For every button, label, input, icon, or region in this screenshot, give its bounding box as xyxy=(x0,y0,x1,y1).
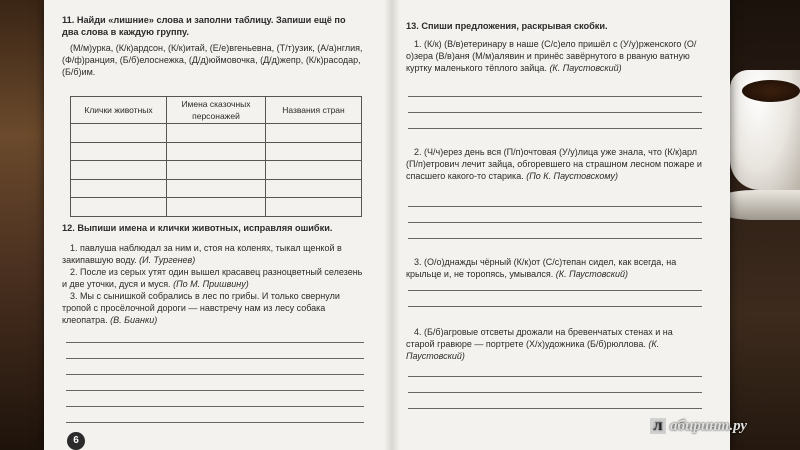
task-13-item-4-text: 4. (Б/б)агровые отсветы дрожали на бревенчатых стенах и на старой гравюре — портрете (Х/х)удожника (Б/б)рюллова. xyxy=(406,327,673,349)
table-row xyxy=(71,124,362,143)
table-cell[interactable] xyxy=(265,124,361,143)
table-cell[interactable] xyxy=(167,124,266,143)
task-13-item-1-author: (К. Паустовский) xyxy=(549,63,622,73)
answer-line[interactable] xyxy=(408,112,702,113)
answer-line[interactable] xyxy=(66,374,364,375)
answer-line[interactable] xyxy=(408,392,702,393)
answer-line[interactable] xyxy=(408,238,702,239)
task-12-item-3-text: 3. Мы с сынишкой собрались в лес по грибы. И только свернули тропой с просёлочной дороги — навстречу нам из лесу собака клеопатра. xyxy=(62,291,340,325)
table-cell[interactable] xyxy=(71,161,167,180)
answer-line[interactable] xyxy=(408,306,702,307)
task-13-title: 13. Спиши предложения, раскрывая скобки. xyxy=(406,21,608,31)
task-13-item-3-text: 3. (О/о)днажды чёрный (К/к)от (С/с)тепан сидел, как всегда, на крыльце и, не торопясь, умывался. xyxy=(406,257,677,279)
table-cell[interactable] xyxy=(71,179,167,198)
answer-line[interactable] xyxy=(408,408,702,409)
task-11-words: (М/м)урка, (К/к)ардсон, (К/к)итай, (Е/е)вгеньевна, (Т/т)узик, (А/а)нглия, (Ф/ф)ранция, (Б/б)елоснежка, (Д/д)юймовочка, (Д/д)жепр, (К/к)расодар, (Б/б)им. xyxy=(62,43,363,77)
table-header-countries: Названия стран xyxy=(265,97,361,124)
table-cell[interactable] xyxy=(265,142,361,161)
task-13-item-1 xyxy=(406,38,702,74)
task-13-item-2-author: (По К. Паустовскому) xyxy=(526,171,618,181)
table-cell[interactable] xyxy=(71,124,167,143)
page-number: 6 xyxy=(67,432,85,450)
task-12-item-2 xyxy=(62,266,364,290)
book-gutter xyxy=(384,0,400,450)
task-13-item-1-text: 1. (К/к) (В/в)етеринару в наше (С/с)ело пришёл с (У/у)рженского (О/о)зера (В/в)аня (М/м)алявин и принёс завёрнутого в рваную ватную куртку маленького тёплого зайца. xyxy=(406,39,697,73)
labirint-watermark xyxy=(650,418,747,435)
table-cell[interactable] xyxy=(265,198,361,217)
answer-line[interactable] xyxy=(66,342,364,343)
answer-line[interactable] xyxy=(408,376,702,377)
task-13-item-3 xyxy=(406,256,702,280)
task-12-item-1-text: 1. павлуша наблюдал за ним и, стоя на коленях, тыкал щенкой в закипавшую воду. xyxy=(62,243,342,265)
answer-line[interactable] xyxy=(408,206,702,207)
table-cell[interactable] xyxy=(71,142,167,161)
answer-line[interactable] xyxy=(66,358,364,359)
task-11-title: 11. Найди «лишние» слова и заполни таблицу. Запиши ещё по два слова в каждую группу. xyxy=(62,15,346,37)
table-cell[interactable] xyxy=(71,198,167,217)
task-12-item-2-author: (По М. Пришвину) xyxy=(173,279,249,289)
answer-line[interactable] xyxy=(408,222,702,223)
table-row xyxy=(71,161,362,180)
table-row xyxy=(71,179,362,198)
task-12-item-2-text: 2. После из серых утят один вышел красавец разноцветный селезень и две уточки, дуся и муся. xyxy=(62,267,363,289)
table-cell[interactable] xyxy=(167,161,266,180)
labirint-logo-icon: Л xyxy=(650,418,666,434)
right-page xyxy=(406,0,716,450)
table-header-pet-names: Клички животных xyxy=(71,97,167,124)
task-12-item-1-author: (И. Тургенев) xyxy=(139,255,196,265)
task-13-item-2-text: 2. (Ч/ч)ерез день вся (П/п)очтовая (У/у)лица уже знала, что (К/к)арл (П/п)етрович лечит зайца, обгоревшего на страшном лесном пожаре и спасшего какого-то старика. xyxy=(406,147,702,181)
table-row xyxy=(71,198,362,217)
answer-line[interactable] xyxy=(66,406,364,407)
task-13-item-2 xyxy=(406,146,702,182)
task-12-title: 12. Выпиши имена и клички животных, исправляя ошибки. xyxy=(62,223,333,233)
table-header-fairy-names: Имена сказочных персонажей xyxy=(167,97,266,124)
table-cell[interactable] xyxy=(265,161,361,180)
table-cell[interactable] xyxy=(167,142,266,161)
task-13-item-4 xyxy=(406,326,702,362)
left-page xyxy=(62,0,384,450)
animals-table xyxy=(70,96,362,217)
task-12-item-1 xyxy=(62,242,364,266)
table-row xyxy=(71,142,362,161)
answer-line[interactable] xyxy=(408,96,702,97)
table-cell[interactable] xyxy=(167,198,266,217)
watermark-text: абиринт.ру xyxy=(670,418,748,434)
coffee-surface xyxy=(742,80,800,102)
task-13-item-4-author: (К. Паустовский) xyxy=(406,339,660,361)
answer-line[interactable] xyxy=(66,390,364,391)
task-12-item-3 xyxy=(62,290,364,326)
answer-line[interactable] xyxy=(408,128,702,129)
task-13-item-3-author: (К. Паустовский) xyxy=(555,269,628,279)
answer-line[interactable] xyxy=(408,290,702,291)
table-cell[interactable] xyxy=(265,179,361,198)
table-cell[interactable] xyxy=(167,179,266,198)
answer-line[interactable] xyxy=(66,422,364,423)
open-book xyxy=(44,0,730,450)
task-12-item-3-author: (В. Бианки) xyxy=(110,315,158,325)
